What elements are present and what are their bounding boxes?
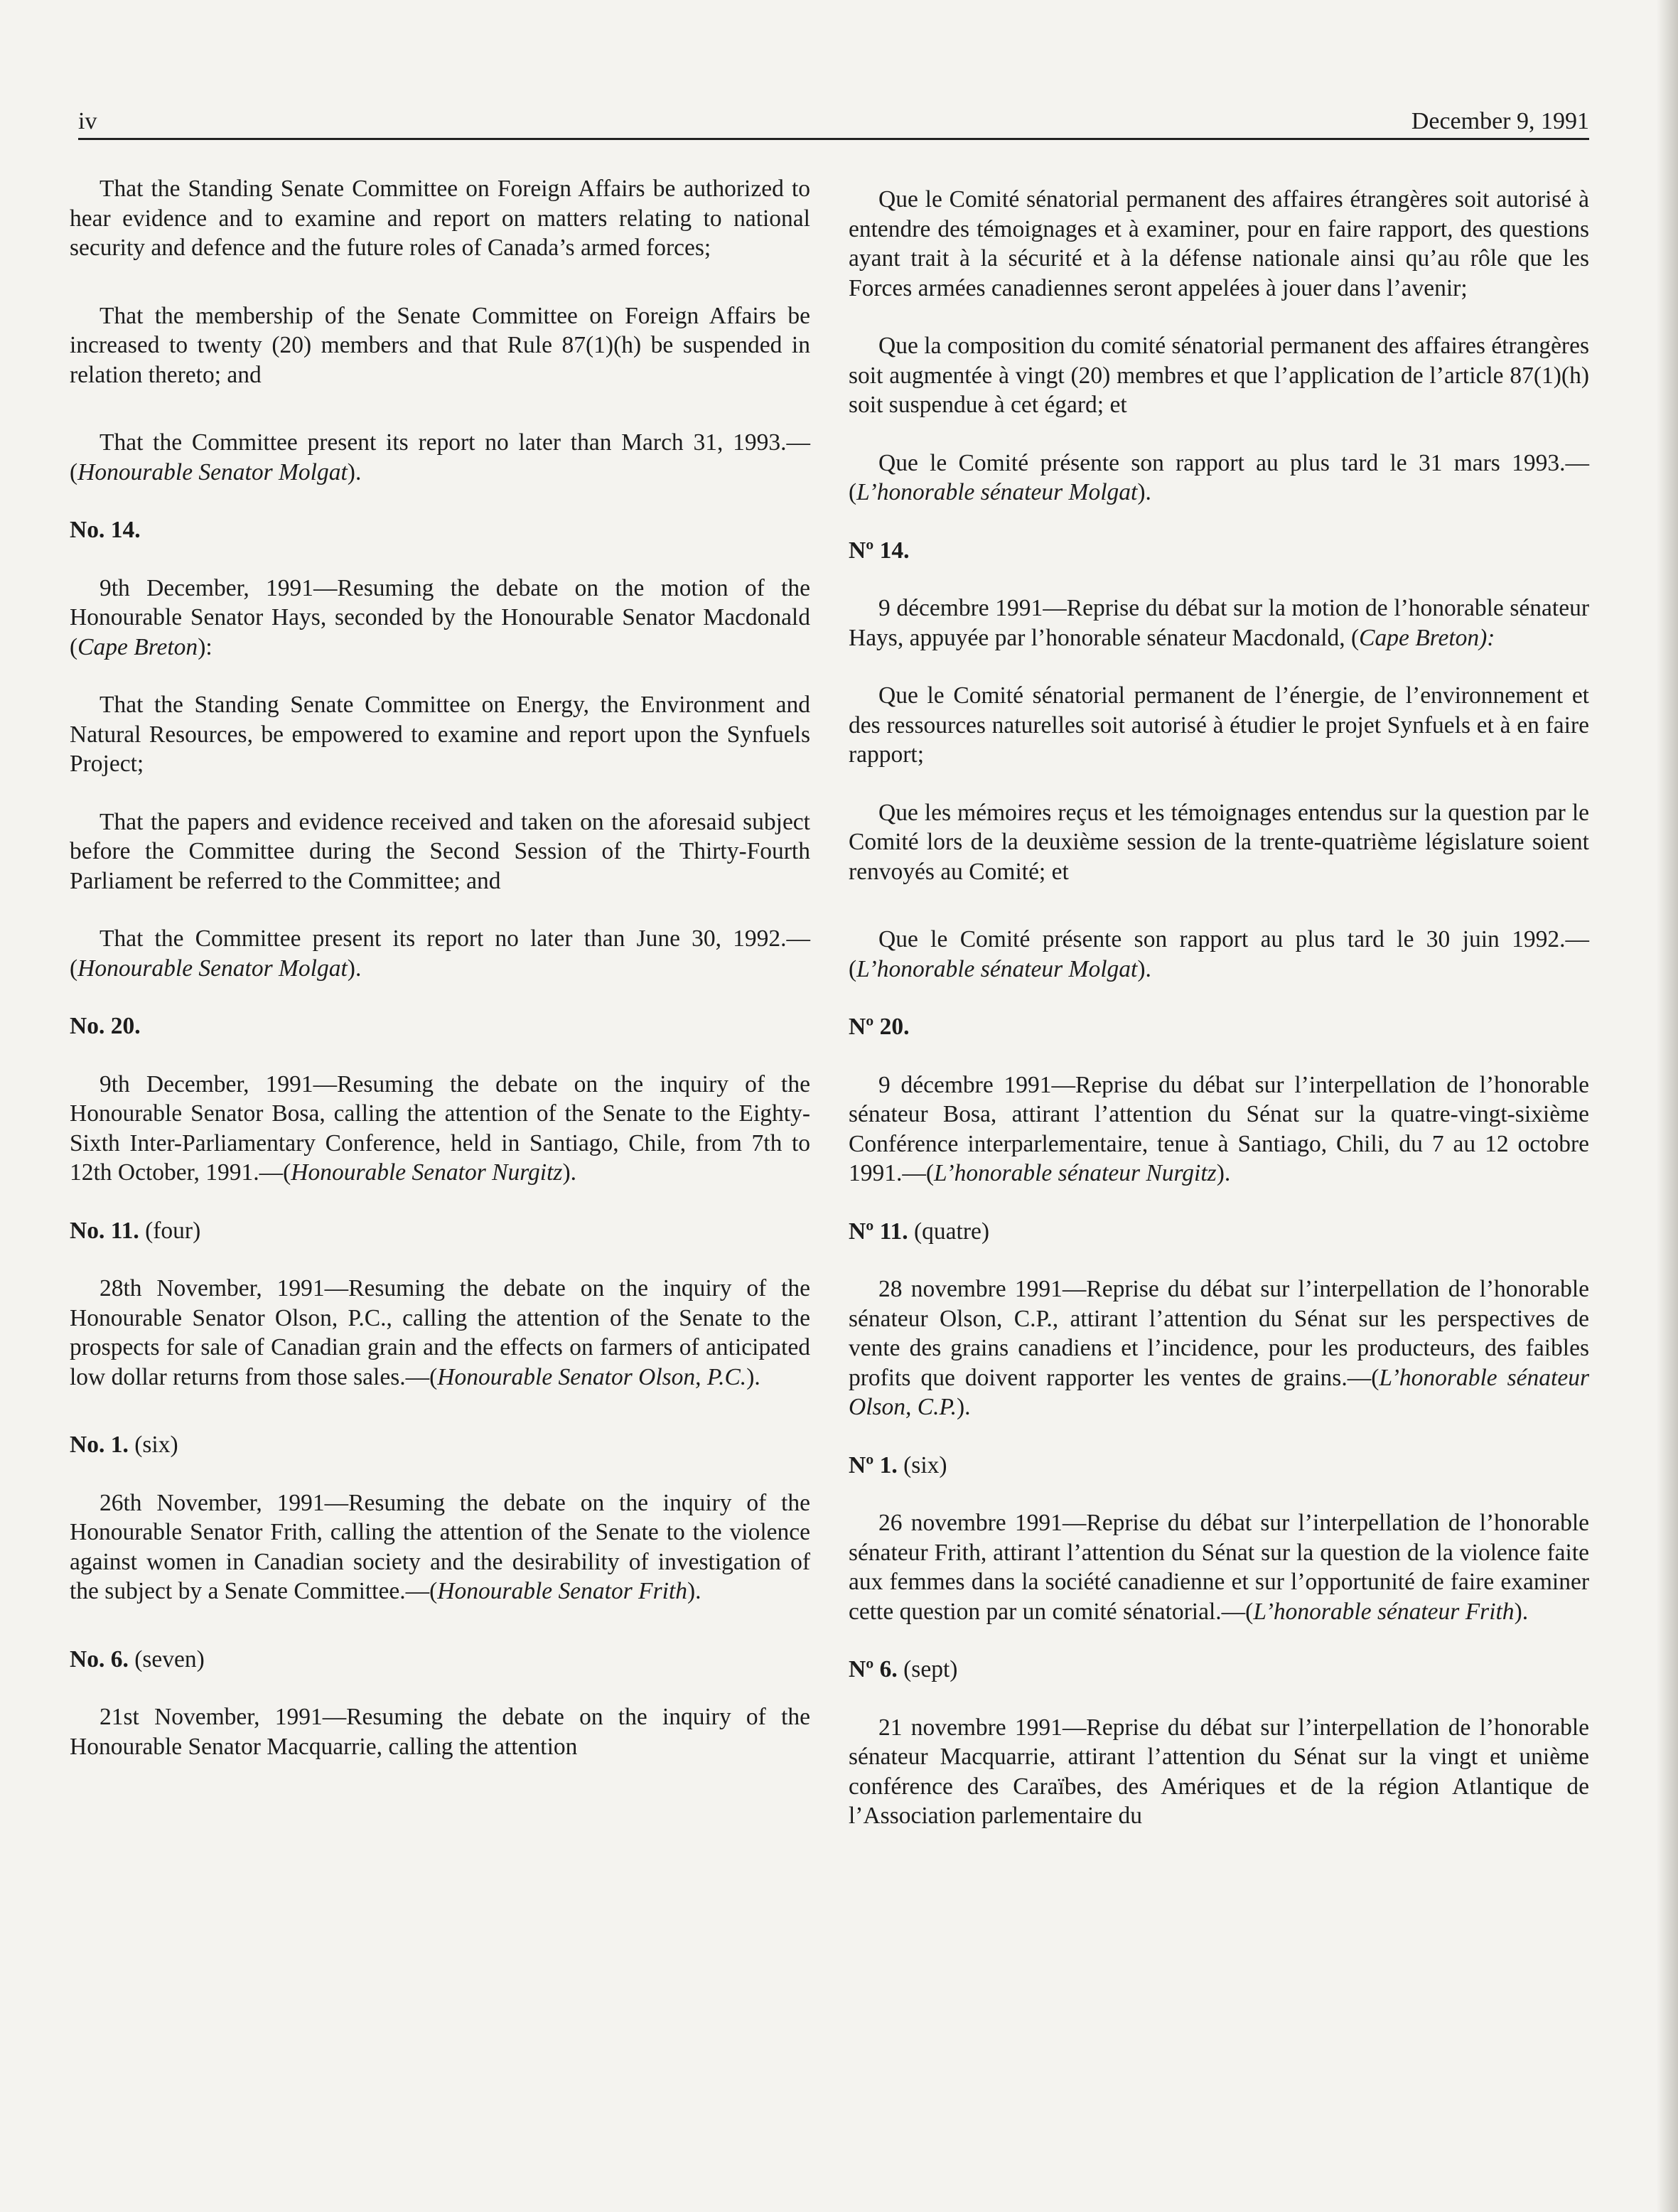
en-item-heading-11: No. 11. (four) bbox=[70, 1217, 201, 1244]
en-item-1-inquiry: 26th November, 1991—Resuming the debate on the inquiry of the Honourable Senator Frith, calling the attention of the Senate to the violence against women in Canadian society and the desirability of investigation of the subject by a Senate Committee.—(Honourable Senator Frith). bbox=[70, 1489, 810, 1604]
fr-item-heading-1: Nº 1. (six) bbox=[849, 1451, 947, 1478]
en-foreign-affairs-membership: That the membership of the Senate Committee on Foreign Affairs be increased to twenty (20) members and that Rule 87(1)(h) be suspended in relation thereto; and bbox=[70, 302, 810, 388]
fr-item-11-inquiry: 28 novembre 1991—Reprise du débat sur l’interpellation de l’honorable sénateur Olson, C.P., attirant l’attention du Sénat sur les perspectives de vente des grains canadiens et l’incidence, pour les producteurs, des faibles profits que doivent rapporter les ventes de grains.—(L’honorable sénateur Olson, C.P.). bbox=[849, 1276, 1589, 1420]
en-item-6-inquiry: 21st November, 1991—Resuming the debate on the inquiry of the Honourable Senator Macquarrie, calling the attention bbox=[70, 1704, 810, 1760]
en-item-14-empower: That the Standing Senate Committee on Energy, the Environment and Natural Resources, be empowered to examine and report upon the Synfuels Project; bbox=[70, 692, 810, 777]
fr-item-heading-20: Nº 20. bbox=[849, 1014, 910, 1040]
en-foreign-affairs-report-date: That the Committee present its report no later than March 31, 1993.—(Honourable Senator Molgat). bbox=[70, 429, 810, 485]
header-date: December 9, 1991 bbox=[1411, 108, 1589, 134]
en-item-heading-20: No. 20. bbox=[70, 1013, 141, 1039]
fr-item-1-inquiry: 26 novembre 1991—Reprise du débat sur l’interpellation de l’honorable sénateur Frith, attirant l’attention du Sénat sur la question de la violence faite aux femmes dans la société canadienne et sur l’opportunité de faire examiner cette question par un comité sénatorial.—(L’honorable sénateur Frith). bbox=[849, 1510, 1589, 1625]
fr-foreign-affairs-membership: Que la composition du comité sénatorial permanent des affaires étrangères soit augmentée à vingt (20) membres et que l’application de l’article 87(1)(h) soit suspendue à cet égard; et bbox=[849, 333, 1589, 418]
en-item-heading-14: No. 14. bbox=[70, 517, 141, 543]
en-item-14-motion: 9th December, 1991—Resuming the debate on the motion of the Honourable Senator Hays, seconded by the Honourable Senator Macdonald (Cape Breton): bbox=[70, 574, 810, 660]
running-head bbox=[78, 107, 1589, 140]
en-item-14-papers: That the papers and evidence received and taken on the aforesaid subject before the Committee during the Second Session of the Thirty-Fourth Parliament be referred to the Committee; and bbox=[70, 808, 810, 894]
en-foreign-affairs-authorization: That the Standing Senate Committee on Foreign Affairs be authorized to hear evidence and to examine and report on matters relating to national security and defence and the future roles of Canada’s armed forces; bbox=[70, 176, 810, 261]
fr-item-6-inquiry: 21 novembre 1991—Reprise du débat sur l’interpellation de l’honorable sénateur Macquarrie, attirant l’attention du Sénat sur la vingt et unième conférence des Caraïbes, des Amériques et de la région Atlantique de l’Association parlementaire du bbox=[849, 1714, 1589, 1829]
fr-item-14-papers: Que les mémoires reçus et les témoignages entendus sur la question par le Comité lors de la deuxième session de la trente-quatrième législature soient renvoyés au Comité; et bbox=[849, 799, 1589, 885]
french-column bbox=[849, 185, 1589, 1831]
english-column bbox=[70, 174, 810, 1761]
fr-item-14-motion: 9 décembre 1991—Reprise du débat sur la motion de l’honorable sénateur Hays, appuyée par l’honorable sénateur Macdonald, (Cape Breton): bbox=[849, 595, 1589, 651]
fr-foreign-affairs-authorization: Que le Comité sénatorial permanent des affaires étrangères soit autorisé à entendre des témoignages et à examiner, pour en faire rapport, des questions ayant trait à la sécurité et à la défense nationale ainsi qu’au rôle que les Forces armées canadiennes seront appelées à jouer dans l’avenir; bbox=[849, 186, 1589, 301]
en-item-20-inquiry: 9th December, 1991—Resuming the debate on the inquiry of the Honourable Senator Bosa, calling the attention of the Senate to the Eighty-Sixth Inter-Parliamentary Conference, held in Santiago, Chile, from 7th to 12th October, 1991.—(Honourable Senator Nurgitz). bbox=[70, 1070, 810, 1186]
page-edge-shadow bbox=[1657, 0, 1678, 2212]
en-item-14-report-date: That the Committee present its report no later than June 30, 1992.—(Honourable Senator Molgat). bbox=[70, 925, 810, 982]
fr-item-14-report-date: Que le Comité présente son rapport au plus tard le 30 juin 1992.—(L’honorable sénateur Molgat). bbox=[849, 926, 1589, 982]
en-item-11-inquiry: 28th November, 1991—Resuming the debate on the inquiry of the Honourable Senator Olson, P.C., calling the attention of the Senate to the prospects for sale of Canadian grain and the effects on farmers of anticipated low dollar returns from those sales.—(Honourable Senator Olson, P.C.). bbox=[70, 1275, 810, 1390]
fr-item-heading-11: Nº 11. (quatre) bbox=[849, 1218, 990, 1245]
page-number: iv bbox=[78, 108, 97, 134]
en-item-heading-1: No. 1. (six) bbox=[70, 1432, 178, 1458]
en-item-heading-6: No. 6. (seven) bbox=[70, 1645, 205, 1673]
fr-item-heading-6: Nº 6. (sept) bbox=[849, 1656, 958, 1682]
fr-foreign-affairs-report-date: Que le Comité présente son rapport au plus tard le 31 mars 1993.—(L’honorable sénateur Molgat). bbox=[849, 449, 1589, 505]
fr-item-14-empower: Que le Comité sénatorial permanent de l’énergie, de l’environnement et des ressources naturelles soit autorisé à étudier le projet Synfuels et à en faire rapport; bbox=[849, 682, 1589, 768]
fr-item-20-inquiry: 9 décembre 1991—Reprise du débat sur l’interpellation de l’honorable sénateur Bosa, attirant l’attention du Sénat sur la quatre-vingt-sixième Conférence interparlementaire, tenue à Santiago, Chili, du 7 au 12 octobre 1991.—(L’honorable sénateur Nurgitz). bbox=[849, 1071, 1589, 1186]
fr-item-heading-14: Nº 14. bbox=[849, 537, 910, 564]
